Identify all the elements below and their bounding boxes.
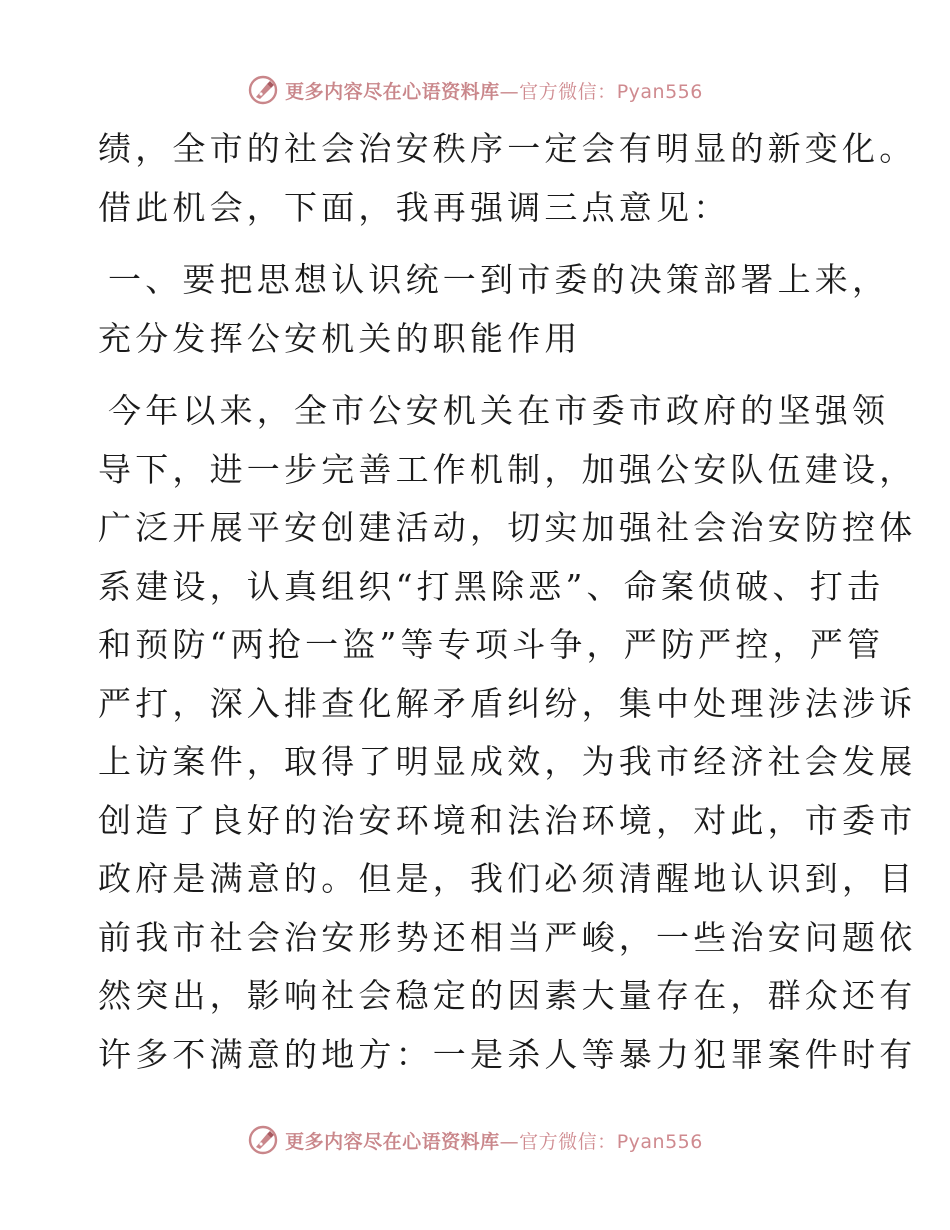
- text-line: 前我市社会治安形势还相当严峻，一些治安问题依: [98, 917, 917, 957]
- text-line: 充分发挥公安机关的职能作用: [98, 318, 582, 358]
- document-body: [98, 120, 917, 1084]
- text-line: 创造了良好的治安环境和法治环境，对此，市委市: [98, 800, 917, 840]
- text-line: 今年以来，全市公安机关在市委市政府的坚强领: [108, 391, 890, 430]
- text-line: 和预防“两抢一盗”等专项斗争，严防严控，严管: [98, 625, 885, 664]
- section-heading: [98, 251, 890, 368]
- text-line: 绩，全市的社会治安秩序一定会有明显的新变化。: [98, 129, 917, 168]
- text-line: 严打，深入排查化解矛盾纠纷，集中处理涉法涉诉: [98, 683, 917, 723]
- paragraph: [98, 120, 917, 237]
- footer-banner-text: [285, 1127, 703, 1154]
- wechat-id: Pyan556: [616, 80, 703, 103]
- text-line: 然突出，影响社会稳定的因素大量存在，群众还有: [98, 976, 917, 1015]
- pen-nib-logo-icon: [247, 74, 279, 106]
- text-line: 借此机会，下面，我再强调三点意见：: [98, 187, 731, 227]
- wechat-label: 官方微信：: [519, 1130, 617, 1153]
- pen-nib-logo-icon: [247, 1124, 279, 1156]
- header-banner-text: [285, 77, 703, 104]
- text-line: 系建设，认真组织“打黑除恶”、命案侦破、打击: [98, 566, 885, 606]
- wechat-label: 官方微信：: [519, 80, 617, 103]
- brand-text: 更多内容尽在心语资料库: [285, 80, 500, 103]
- brand-text: 更多内容尽在心语资料库: [285, 1130, 500, 1153]
- banner-separator: —: [499, 1130, 520, 1153]
- text-line: 广泛开展平安创建活动，切实加强社会治安防控体: [98, 508, 917, 547]
- footer-banner: [0, 1120, 950, 1160]
- banner-separator: —: [499, 80, 520, 103]
- text-line: 导下，进一步完善工作机制，加强公安队伍建设，: [98, 449, 917, 489]
- paragraph: [98, 382, 917, 1084]
- text-line: 一、要把思想认识统一到市委的决策部署上来，: [108, 260, 890, 299]
- wechat-id: Pyan556: [616, 1130, 703, 1153]
- header-banner: [0, 70, 950, 110]
- text-line: 上访案件，取得了明显成效，为我市经济社会发展: [98, 742, 917, 781]
- text-line: 政府是满意的。但是，我们必须清醒地认识到，目: [98, 859, 917, 898]
- text-line: 许多不满意的地方：一是杀人等暴力犯罪案件时有: [98, 1034, 917, 1074]
